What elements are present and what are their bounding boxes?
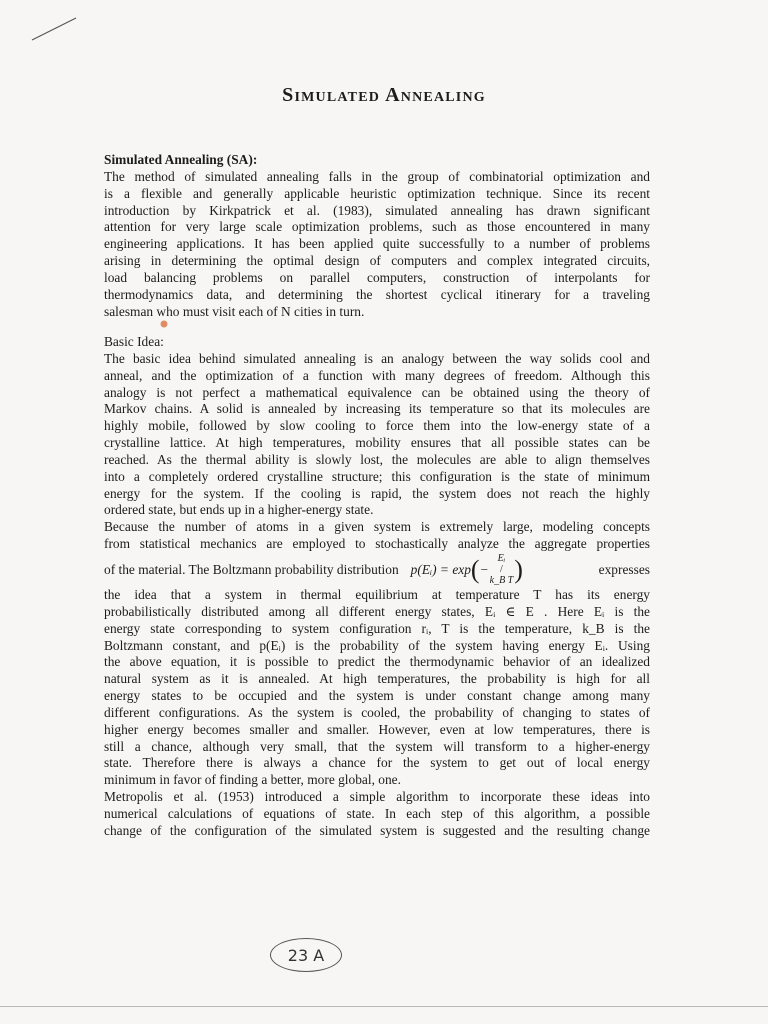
paragraph-line: The basic idea behind simulated annealing is an analogy between the way solids cool and: [104, 350, 650, 366]
bottom-scan-edge: [0, 1006, 768, 1007]
paragraph-line: different configurations. As the system is cooled, the probability of changing to states of: [104, 704, 650, 720]
page-number: 23 A: [270, 938, 342, 972]
formula-paren-close: ): [514, 554, 523, 584]
pen-mark-top-left: [30, 14, 80, 44]
paragraph-line: minimum in favor of finding a better, more global, one.: [104, 772, 401, 788]
paragraph-line: analogy is not perfect a mathematical equivalence can be obtained using the theory of: [104, 384, 650, 400]
formula-fraction: Eᵢ / k_B T: [489, 553, 514, 587]
paragraph-line: introduction by Kirkpatrick et al. (1983), simulated annealing has drawn significant: [104, 202, 650, 218]
formula-lead-text: of the material. The Boltzmann probability distribution: [104, 561, 399, 577]
section-heading-basic-idea: Basic Idea:: [104, 334, 164, 349]
paragraph-line: is a flexible and generally applicable heuristic optimization technique. Since its recent: [104, 185, 650, 201]
paragraph-line: engineering applications. It has been applied quite successfully to a number of problems: [104, 236, 650, 252]
formula-numerator: Eᵢ: [497, 553, 506, 565]
paragraph-line: state. Therefore there is always a chance for the system to get out of local energy: [104, 755, 650, 771]
section-intro: [104, 152, 650, 320]
paragraph-line: the idea that a system in thermal equilibrium at temperature T has its energy: [104, 586, 650, 602]
boltzmann-formula: [411, 553, 523, 586]
paragraph-line: The method of simulated annealing falls in the group of combinatorial optimization and: [104, 168, 650, 184]
formula-line: [104, 553, 650, 587]
paragraph-line: energy state corresponding to system configuration rᵢ, T is the temperature, k_B is the: [104, 620, 650, 636]
page-title: Simulated Annealing: [282, 84, 486, 106]
paragraph-line: attention for very large scale optimization problems, such as those encountered in many: [104, 219, 650, 235]
paragraph-line: crystalline lattice. At high temperatures, mobility ensures that all possible states can be: [104, 435, 650, 451]
formula-lhs: p(Eᵢ) = exp: [410, 561, 471, 577]
paragraph-line: probabilistically distributed among all different energy states, Eᵢ ∈ E . Here Eᵢ is the: [104, 603, 650, 619]
paragraph-line: salesman who must visit each of N cities in turn.: [104, 303, 365, 319]
paragraph-line: Boltzmann constant, and p(Eᵢ) is the probability of the system having energy Eᵢ. Using: [104, 637, 650, 653]
formula-paren-open: (: [470, 554, 480, 584]
section-heading-sa: Simulated Annealing (SA):: [104, 152, 258, 167]
paragraph-line: from statistical mechanics are employed to stochastically analyze the aggregate properties: [104, 536, 650, 552]
paragraph-line: numerical calculations of equations of state. In each step of this algorithm, a possible: [104, 805, 650, 821]
section-basic-idea: [104, 334, 650, 840]
formula-denominator: k_B T: [489, 575, 514, 587]
paragraph-line: higher energy becomes smaller and smaller. However, even at low temperatures, there is: [104, 721, 650, 737]
paragraph-line: Markov chains. A solid is annealed by increasing its temperature so that its molecules are: [104, 401, 650, 417]
paragraph-line: reached. As the thermal ability is slowly lost, the molecules are able to align themselves: [104, 451, 650, 467]
paragraph-line: into a completely ordered crystalline structure; this configuration is the state of minimum: [104, 468, 650, 484]
paragraph-line: Metropolis et al. (1953) introduced a simple algorithm to incorporate these ideas into: [104, 789, 650, 805]
paragraph-line: still a chance, although very small, that the system will transform to a higher-energy: [104, 738, 650, 754]
paragraph-line: change of the configuration of the simulated system is suggested and the resulting change: [104, 822, 650, 838]
paragraph-line: natural system as it is annealed. At high temperatures, the probability is high for all: [104, 671, 650, 687]
paragraph-line: anneal, and the optimization of a function with many degrees of freedom. Although this: [104, 367, 650, 383]
paragraph-line: highly mobile, followed by slow cooling to force them into the low-energy state of a: [104, 418, 650, 434]
paragraph-line: energy for the system. If the cooling is rapid, the system does not reach the highly: [104, 485, 650, 501]
paragraph-line: ordered state, but ends up in a higher-energy state.: [104, 502, 374, 518]
paragraph-line: load balancing problems on parallel computers, construction of interpolants for: [104, 269, 650, 285]
paragraph-line: the above equation, it is possible to predict the thermodynamic behavior of an idealized: [104, 654, 650, 670]
formula-tail-text: expresses: [598, 561, 650, 577]
paragraph-line: arising in determining the optimal design of computers and complex integrated circuits,: [104, 253, 650, 269]
ink-dot: [158, 318, 170, 330]
paragraph-line: Because the number of atoms in a given system is extremely large, modeling concepts: [104, 519, 650, 535]
paragraph-line: energy states to be occupied and the system is under constant change among many: [104, 688, 650, 704]
paragraph-line: thermodynamics data, and determining the shortest cyclical itinerary for a traveling: [104, 286, 650, 302]
formula-minus: −: [479, 561, 489, 577]
